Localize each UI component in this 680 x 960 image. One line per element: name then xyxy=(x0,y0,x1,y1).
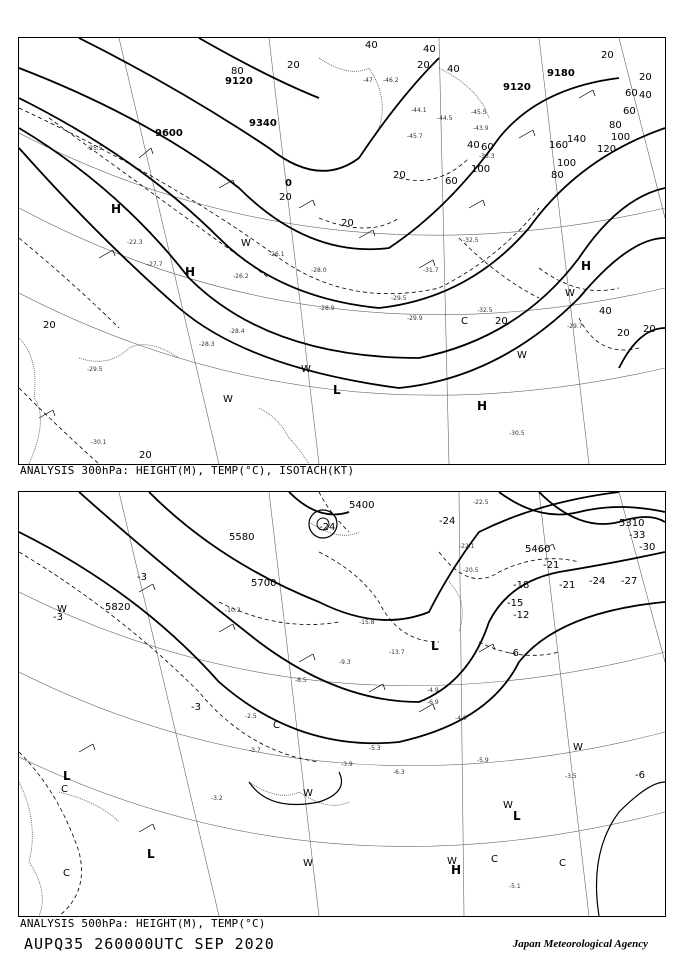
isotach-label: 20 xyxy=(639,72,652,83)
temperature-label: -3.2 xyxy=(211,795,223,802)
pressure-system-label: W xyxy=(223,394,233,405)
isotach-label: 140 xyxy=(567,134,587,145)
pressure-system-label: W xyxy=(57,604,67,615)
temperature-label: -6.9 xyxy=(427,699,439,706)
temperature-label: -28.3 xyxy=(199,341,215,348)
isotach-label: 20 xyxy=(617,328,630,339)
isotach-label: 60 xyxy=(623,106,636,117)
pressure-system-label: L xyxy=(513,809,521,823)
contour-label: 9180 xyxy=(547,68,575,79)
temperature-label: -3.9 xyxy=(341,761,353,768)
temperature-label: -33.3 xyxy=(479,153,495,160)
graticule xyxy=(19,38,665,464)
isotach-label: 20 xyxy=(393,170,406,181)
contour-label: 9340 xyxy=(249,118,277,129)
pressure-system-label: H xyxy=(451,863,462,877)
temperature-label: -44.5 xyxy=(437,115,453,122)
contour-label: 9600 xyxy=(155,128,183,139)
isotherm-label: -3 xyxy=(53,612,63,623)
pressure-system-label: C xyxy=(63,868,70,879)
temperature-label: -10.3 xyxy=(225,607,241,614)
isotherm-label: -3 xyxy=(137,572,147,583)
isotach-label: 40 xyxy=(467,140,480,151)
pressure-system-label: L xyxy=(333,383,341,397)
pressure-system-label: L xyxy=(431,639,439,653)
temperature-label: -15.8 xyxy=(359,619,375,626)
temperature-label: -6.3 xyxy=(393,769,405,776)
isotach-label: 60 xyxy=(625,88,638,99)
height-labels xyxy=(155,68,575,189)
pressure-system-label: C xyxy=(461,316,468,327)
temperature-label: -5.9 xyxy=(477,757,489,764)
isotach-label: 40 xyxy=(639,90,652,101)
temperature-label: -28.4 xyxy=(229,328,245,335)
pressure-system-label: H xyxy=(185,265,196,279)
temperature-label: -22.3 xyxy=(127,239,143,246)
pressure-systems xyxy=(111,202,591,413)
isotherm-label: -33 xyxy=(629,530,646,541)
isotherm-label: -18 xyxy=(513,580,530,591)
wind-barbs xyxy=(39,90,595,418)
temperature-label: -32.5 xyxy=(463,237,479,244)
graticule xyxy=(19,492,665,916)
temperature-label: -45.5 xyxy=(471,109,487,116)
contour-label: 9120 xyxy=(503,82,531,93)
isotach-label: 20 xyxy=(417,60,430,71)
contour-label: 5820 xyxy=(105,602,131,613)
contour-label: 9120 xyxy=(225,76,253,87)
contour-label: 5400 xyxy=(349,500,375,511)
pressure-system-label: W xyxy=(303,788,313,799)
temperature-label: -32.5 xyxy=(477,307,493,314)
temperature-label: -43.9 xyxy=(473,125,489,132)
temperature-label: -4.0 xyxy=(455,715,467,722)
temperature-label: -3.5 xyxy=(565,773,577,780)
pressure-system-label: C xyxy=(61,784,68,795)
isotach-label: 20 xyxy=(643,324,656,335)
isotach-label: 20 xyxy=(287,60,300,71)
temperature-label: -28.0 xyxy=(311,267,327,274)
isotach-label: 20 xyxy=(43,320,56,331)
contour-label: 5580 xyxy=(229,532,255,543)
temperature-label: -8.5 xyxy=(295,677,307,684)
agency-credit: Japan Meteorological Agency xyxy=(512,938,648,950)
pressure-system-label: H xyxy=(581,259,592,273)
contour-label: 0 xyxy=(285,178,292,189)
temperature-label: -29.5 xyxy=(87,366,103,373)
temperature-label: -5.3 xyxy=(369,745,381,752)
isotherm-label: -24 xyxy=(319,522,336,533)
isotherm-label: -3 xyxy=(191,702,201,713)
pressure-system-label: W xyxy=(565,288,575,299)
isotherms xyxy=(19,492,579,916)
pressure-system-label: W xyxy=(241,238,251,249)
isotach-label: 100 xyxy=(611,132,631,143)
temperature-label: -13.7 xyxy=(389,649,405,656)
temperature-label: -26.2 xyxy=(233,273,249,280)
panel-caption-300hpa: ANALYSIS 300hPa: HEIGHT(M), TEMP(°C), ISOTACH(KT) xyxy=(20,464,355,477)
temperature-label: -29.7 xyxy=(567,323,583,330)
isotherm-label: -24 xyxy=(589,576,606,587)
isotach-label: 40 xyxy=(447,64,460,75)
temperature-label: -44.1 xyxy=(411,107,427,114)
pressure-system-label: H xyxy=(111,202,122,216)
isotherm-label: -15 xyxy=(507,598,524,609)
isotach-label: 20 xyxy=(139,450,152,461)
temperature-label: -20.5 xyxy=(463,567,479,574)
isotherm-label: -6 xyxy=(509,648,519,659)
temperature-label: -29.5 xyxy=(391,295,407,302)
temperature-label: -46.2 xyxy=(383,77,399,84)
isotherm-label: -21 xyxy=(543,560,560,571)
isotherm-loop xyxy=(249,772,342,805)
station-temperatures xyxy=(211,499,577,890)
pressure-system-label: L xyxy=(147,847,155,861)
pressure-systems xyxy=(57,604,583,879)
isotach-label: 160 xyxy=(549,140,569,151)
pressure-system-label: H xyxy=(477,399,488,413)
isotach-label: 100 xyxy=(471,164,491,175)
isotherm-label: -30 xyxy=(639,542,656,553)
height-contours xyxy=(19,492,665,743)
temperature-label: -5.1 xyxy=(509,883,521,890)
panel-caption-500hpa: ANALYSIS 500hPa: HEIGHT(M), TEMP(°C) xyxy=(20,917,266,930)
isotherm-label: -24 xyxy=(439,516,456,527)
contour-label: 5310 xyxy=(619,518,645,529)
temperature-label: -47 xyxy=(363,77,373,84)
isotachs xyxy=(19,108,639,464)
temperature-label: -45.7 xyxy=(407,133,423,140)
temperature-label: -31.7 xyxy=(423,267,439,274)
map-500hpa xyxy=(19,492,665,916)
temperature-label: -3.7 xyxy=(249,747,261,754)
isotherm-label: -27 xyxy=(621,576,638,587)
isotach-label: 20 xyxy=(341,218,354,229)
coastline xyxy=(19,522,462,916)
isotherm-loop xyxy=(597,782,666,916)
isotherm-label: -12 xyxy=(513,610,530,621)
temperature-label: -22.5 xyxy=(473,499,489,506)
temperature-label: -26.1 xyxy=(269,251,285,258)
map-300hpa xyxy=(19,38,665,464)
pressure-system-label: W xyxy=(447,856,457,867)
pressure-system-label: C xyxy=(559,858,566,869)
pressure-system-label: W xyxy=(517,350,527,361)
contour-label: 5700 xyxy=(251,578,277,589)
pressure-system-label: W xyxy=(503,800,513,811)
isotach-label: 20 xyxy=(601,50,614,61)
pressure-system-label: C xyxy=(273,720,280,731)
temperature-label: -25.5 xyxy=(87,145,103,152)
temperature-label: -9.3 xyxy=(339,659,351,666)
isotach-label: 40 xyxy=(365,40,378,51)
temperature-label: -22.1 xyxy=(459,543,475,550)
chart-300hpa xyxy=(18,37,666,465)
pressure-system-label: L xyxy=(63,769,71,783)
pressure-system-label: C xyxy=(491,854,498,865)
temperature-label: -29.9 xyxy=(407,315,423,322)
isotach-label: 80 xyxy=(551,170,564,181)
pressure-system-label: W xyxy=(303,858,313,869)
isotach-label: 80 xyxy=(231,66,244,77)
chart-code: AUPQ35 260000UTC SEP 2020 xyxy=(24,935,275,953)
pressure-system-label: W xyxy=(301,364,311,375)
wind-barbs xyxy=(79,544,555,832)
temperature-label: -30.1 xyxy=(91,439,107,446)
isotach-label: 20 xyxy=(495,316,508,327)
isotherm-label: -21 xyxy=(559,580,576,591)
isotherm-label: -6 xyxy=(635,770,645,781)
isotach-label: 40 xyxy=(599,306,612,317)
isotach-label: 20 xyxy=(279,192,292,203)
isotach-label: 100 xyxy=(557,158,577,169)
isotherm-labels xyxy=(53,516,655,781)
isotach-label: 40 xyxy=(423,44,436,55)
chart-500hpa xyxy=(18,491,666,917)
temperature-label: -27.7 xyxy=(147,261,163,268)
isotach-label: 120 xyxy=(597,144,617,155)
isotach-label: 60 xyxy=(481,142,494,153)
temperature-label: -28.9 xyxy=(319,305,335,312)
temperature-label: -30.5 xyxy=(509,430,525,437)
contour-label: 5460 xyxy=(525,544,551,555)
isotach-label: 60 xyxy=(445,176,458,187)
temperature-label: -2.5 xyxy=(245,713,257,720)
isotach-label: 80 xyxy=(609,120,622,131)
temperature-label: -4.9 xyxy=(427,687,439,694)
pressure-system-label: W xyxy=(573,742,583,753)
